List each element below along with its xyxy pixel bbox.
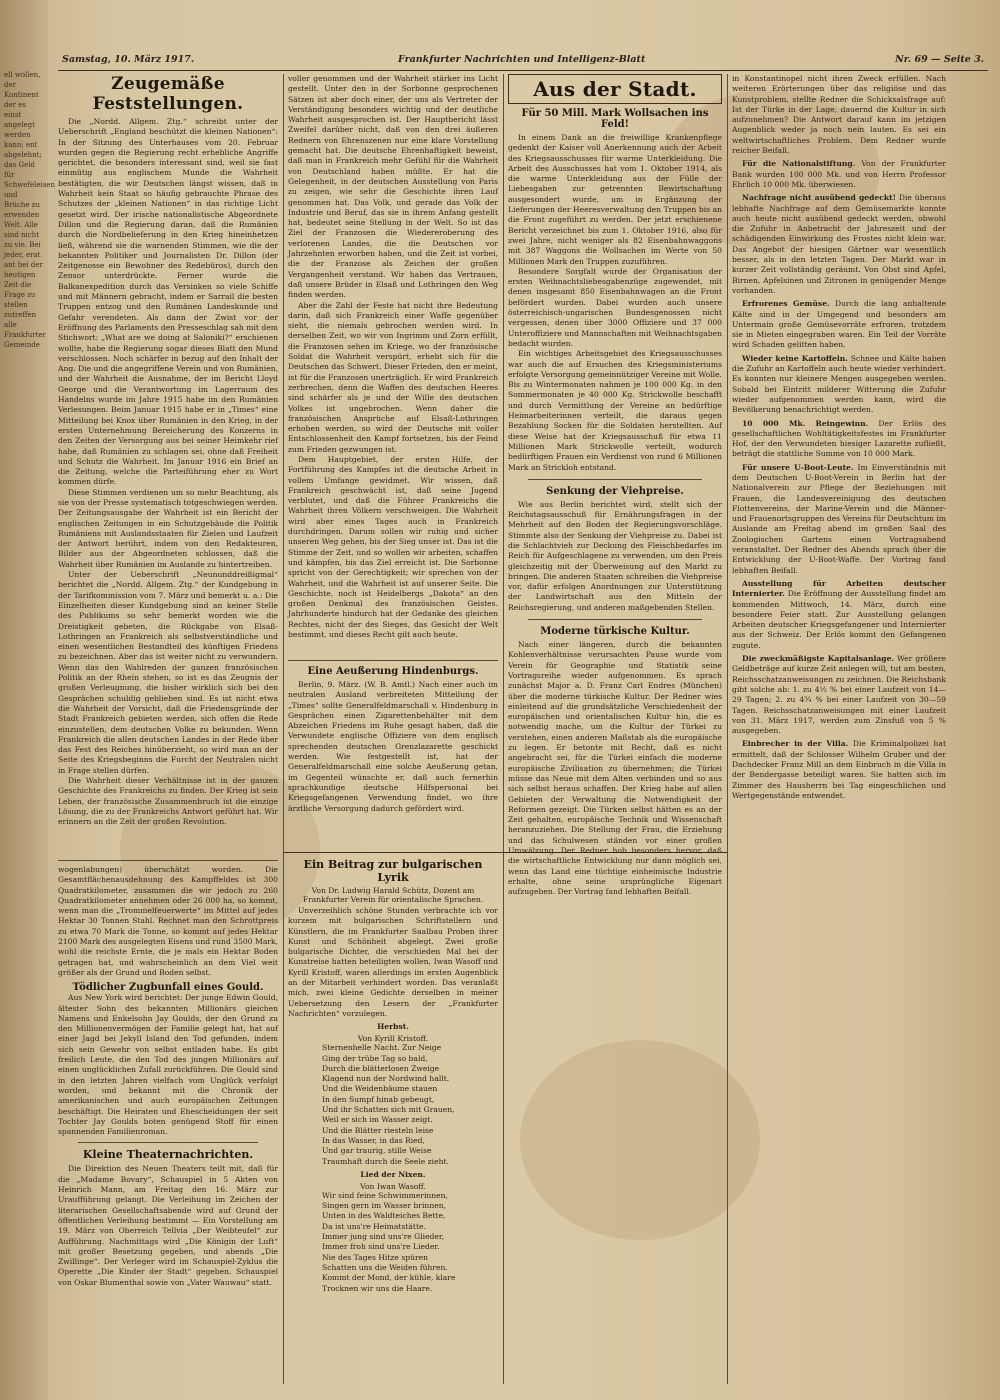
news-item-text: Im Einverständnis mit dem Deutschen U-Boot-Verein in Berlin hat der Nationalverein zur Pflege der Beziehungen mit Frauen, die Landesvereinigung des deutschen Flottenvereins, der Marine-Verein und die Männer- und Frauenortsgruppen des Vereins für Deutschtum im Auslande am Freitag abend im großen Saal des Zoologischen Gartens einen Vortragsabend veranstaltet. Der Redner des Abends sprach über die Entwicklung der U-Boot-Waffe. Der Vortrag fand lebhaften Beifall. — [732, 462, 947, 575]
news-item-lead: Nachfrage nicht ausübend gedeckt! — [742, 193, 896, 203]
article-headline: Senkung der Viehpreise. — [546, 485, 684, 497]
article-byline: Von Dr. Ludwig Harald Schütz, Dozent am Frankfurter Verein für orientalische Sprachen. — [302, 886, 484, 904]
article-paragraph: Aber die Zahl der Feste hat nicht ihre Bedeutung darin, daß sich Frankreich einer Waffe gegenüber sieht, die niemals gebrochen werden wird. In derselben Zeit, wo wir von Ingrimm und Zorn erfüllt, die Franzosen sehen im Kriege, wo der französische Soldat die Wahrheit verspürt, erhebt sich für die Deutschen das Schwert. Dieser Frieden, den er meint, ist für die Franzosen unerträglich. Er wird Frankreich zerbrechen, denn die Waffen des deutschen Heeres sind schärfer als je und der Wille des deutschen Volkes ist ungebrochen. Wenn daher die französischen Ansprüche auf Elsaß-Lothringen erhoben werden, so wird der Deutsche mit voller Entschlossenheit den Kampf fortsetzen, bis der Feind zum Frieden gezwungen ist. — [288, 300, 498, 454]
news-item — [732, 463, 946, 576]
article-headline: Tödlicher Zugbunfall eines Gould. — [72, 982, 264, 994]
news-item — [732, 299, 946, 350]
article-headline: Moderne türkische Kultur. — [540, 626, 690, 638]
header-page-number: Nr. 69 — Seite 3. — [895, 54, 984, 65]
news-item-lead: Die zweckmäßigste Kapitalsanlage. — [742, 654, 895, 664]
header-masthead: Frankfurter Nachrichten und Intelligenz-Blatt — [398, 54, 646, 65]
section-divider — [288, 660, 498, 661]
news-item-lead: Wieder keine Kartoffeln. — [742, 353, 848, 363]
article-paragraph: Wie aus Berlin berichtet wird, stellt sich der Reichstagsausschuß für Ernährungsfragen in der Mehrheit auf den Boden der Regierungsvorschläge. Stimmte also der Senkung der Viehpreise zu. Dabei ist die Schlachtvieh zur Deckung des Fleischbedarfes im Reich für Aufgeschlagene zu verwenden, um den Preis gleichzeitig mit der Überweisung auf den Markt zu bringen. Die anderen Staaten schreiben die Viehpreise vor, dafür erfolgen Anordnungen zur Unterstützung der Landwirtschaft aus den Mitteln der Reichsregierung, und anderen maßgebenden Stellen. — [508, 499, 722, 612]
local-news-items — [732, 159, 946, 801]
poem-text: Wir sind feine Schwimmerinnen, Singen gern im Wasser brinnen, Unten in des Waldteiches Bette, Da ist uns're Heimatstätte. Immer jung sind uns're Glieder, Immer froh sind uns're Lieder. Nie des Tages Hitze spüren Schatten uns die Weiden führen. Kommt der Mond, der kühle, klare Trocknen wir uns die Haare. — [322, 1190, 456, 1293]
news-item — [732, 354, 946, 416]
page-header — [58, 52, 988, 71]
news-item-text: Der Erlös des gesellschaftlichen Wohltätigkeitsfestes im Frankfurter Hof, der den Verwundeten hiesiger Lazarette zufließt, beträgt die stattliche Summe von 10 000 Mark. — [732, 418, 946, 459]
news-item-text: Die Kriminalpolizei hat ermittelt, daß der Schlosser Wilhelm Gruber und der Dachdecker Franz Mill an dem Einbruch in die Villa in der Bendergasse beteiligt waren. Sie hatten sich im Zimmer des Hausherrn bei Tag eingeschlichen und Wertgegenstände entwendet. — [732, 739, 946, 800]
column-3 — [508, 74, 722, 1384]
article-paragraph: wogenlabungen) überschätzt worden. Die Gesamtflächenausdehnung des Kampffeldes ist 300 Quadratkilometer, zusammen die wir jedoch zu 260 Quadratkilometer annehmen oder 26 000 ha, so kommt, wenn man die „Trommelfeuerwerte“ im Mittel auf jedes Hektar 30 Tonnen Stahl. Rechnet man den Schrottpreis zu etwa 70 Mark die Tonne, so kommt auf jedes Hektar 2100 Mark des ausgelegten Eisens und rund 3500 Mark, wohl die reichste Ernte, die je mals ein Hektar Boden getragen hat, und wahrscheinlich an dem Viel weit größer als der Grund und Boden selbst. — [58, 865, 278, 977]
news-item-text: Wer größere Geldbeträge auf kurze Zeit anlegen will, tut am besten, Reichsschatzanweisungen zu zeichnen. Die Reichsbank gibt solche ab: 1. zu 4½ % bei einer Laufzeit von 14—29 Tagen; 2. zu 4¾ % bei einer Laufzeit von 30—59 Tagen. Reichsschatzanweisungen mit einer Laufzeit von 31. März 1917, werden zum Zinsfuß von 5 % ausgegeben. — [732, 654, 946, 736]
news-item-text: Durch die lang anhaltende Kälte sind in der Umgegend und besonders am Untermain große Gemüsevorräte erfroren, trotzdem sie in Mieten eingegraben waren. Ein Teil der Vorräte wird Schaden gelitten haben. — [732, 299, 946, 350]
article-paragraph: Nach einer längeren, durch die bekannten Kohlenverhältnisse verursachten Pause wurde vom Verein für Geographie und Statistik seine Vortragsreihe wieder aufgenommen. Es sprach zunächst Major a. D. Franz Carl Endres (München) über die moderne türkische Kultur. Der Redner wies einleitend auf die grundsätzliche Verschiedenheit der europäischen und orientalischen Kultur hin, die es notwendig mache, um die Kultur der Türkei zu verstehen, einen anderen Maßstab als die europäische zu legen. Er betonte mit Recht, daß es nicht angebracht sei, für die Türkei einfach die moderne europäische Zivilisation zu übernehmen; die Türkei müsse das Neue mit dem Alten verbinden und so aus sich selbst heraus schaffen. Der Krieg habe auf allen Gebieten der Verwaltung die Notwendigkeit der Reformen gezeigt. Die Türken selbst hätten es an der Zeit gehalten, europäische Technik und Wissenschaft heranzuziehen. Die Stellung der Frau, die Erziehung und das Schulwesen ständen vor einer großen Umwälzung. Der Redner hob besonders hervor, daß die wirtschaftliche Entwicklung nur dann möglich sei, wenn das Land eine tüchtige einheimische Industrie erhalte, ohne seine ursprüngliche Eigenart aufzugeben. Der Vortrag fand lebhaften Beifall. — [508, 640, 722, 897]
article-paragraph: Berlin, 9. März. (W. B. Amtl.) Nach einer auch im neutralen Ausland verbreiteten Mitteilung der „Times“ sollte Generalfeldmarschall v. Hindenburg in Gesprächen einen Zigarettenbehälter mit dem Abzeichen Friedens im Ruhe gesagt haben, daß die Verwundete englische Offiziere von dem englisch sprechenden deutschen Grenzlazarette geschickt werden. Wie festgestellt ist, hat der Generalfeldmarschall eine solche Aeußerung getan, im Gegenteil wünschte er, daß auch fernerhin sprachkundige deutsche Hilfspersonal bei Kriegsgefangenen Verwendung findet, wo ihre ärztliche Versorgung dadurch gefördert wird. — [288, 680, 498, 813]
article-paragraph: Besondere Sorgfalt wurde der Organisation der ersten Weihnachtsliebesgabenzüge zugewendet, mit denen insgesamt 850 Eisenbahnwagen an die Front befördert wurden. Dabei wurden auch unsere österreichisch-ungarischen Bundesgenossen nicht vergessen, denen über 3000 Offiziere und 37 000 Unteroffiziere und Mannschaften mit Weihnachtsgaben bedacht wurden. — [508, 266, 722, 348]
article-paragraph: Die Wahrheit dieser Verhältnisse ist in der ganzen Geschichte des Frankreichs zu finden. Der Krieg ist sein Leben, der französische Zusammenbruch ist die einzige Lösung, die zu der Frankreichs Antwort geführt hat. Wir erinnern an die Zeit der großen Revolution. — [58, 776, 278, 827]
poem-title: Herbst. — [377, 1022, 409, 1032]
article-paragraph: Die „Nordd. Allgem. Ztg.“ schreibt unter der Ueberschrift „England beschützt die kleinen Nationen“: In der Sitzung des Unterhauses vom 20. Februar wurden gegen die Regierung recht erhebliche Angriffe gerichtet, die besonders interessant sind, weil sie fast einmütig aus englischem Munde die Wahrheit bestätigten, die wir Deutschen längst wissen, daß in Wahrheit kein Staat so häufig gebrauchte Phrase des Schutzes der „kleinen Nationen“ in das richtige Licht gesetzt wird. Der irische nationalistische Abgeordnete Dillon und die Regierung daran, daß die Rumänien durch die Nordbelieferung in den Krieg hineinhetzen ließ, während sie die warnenden Stimmen, wie die der bekannten Politiker und Journalisten Dr. Dillon (der Zeitgenosse ein Bewohner des Redebüros), durch den Zensor unterdrückte. Ferner wurde die Balkanexpedition durch das Versinken so viele Schiffe und mit Männern gebracht, indem er Sarrail die besten Truppen entzog und den Rumänen Landeskunde und Gefahr verendeten. Als dann der Zwist vor der Eröffnung des Parlaments den Presseschlag sah mit dem Stichwort: „What are we doing at Saloniki?“ erschienen wollte, habe die Regierung sogar dieses Blatt den Mund verschlossen. Noch schärfer in bezug auf den Inhalt der Ang. Die und die angegriffene Verein und von Rumänien, und der Wahrheit die Ausnahme, der im Bericht Lloyd George und die Verantwortung im Lagerraum des Handelns wurde im Jahre 1915 habe im den Rumänien Verlesungen. Beim Januar 1915 habe er in „Times“ eine Mitteilung bei Knox über Rumänien in den Krieg, in der ersten Unternehmung Bereicherung des Konzerns in den Zeiten der Versorgung aus bei seiner Heimkehr rief habe, daß Rumänien zu schlagen sei, ohne daß Freiheit und Schutz die Wahrheit. Im Januar 1916 ein Brief an die Zeitung, welche die Parteiführung eher zu Wort kommen dürfe. — [58, 117, 278, 487]
column-rule — [283, 74, 284, 1384]
news-item-text: Von der Frankfurter Bank wurden 100 000 Mk. und von Herrn Professor Ehrlich 10 000 Mk. überwiesen. — [732, 159, 946, 189]
column-rule — [503, 74, 504, 1384]
news-item — [732, 654, 946, 736]
article-paragraph: Unter der Ueberschrift „Neununddreißigmal“ berichtet die „Nordd. Allgem. Ztg.“ der Kundgebung in der Tarifkommission vom 7. März und bemerkt u. a.: Die Einzelheiten dieser Kundgebung sind an keiner Stelle des Publikums so sehr bemerkt worden wie die Dreistigkeit gebeten, die Rückgabe von Elsaß-Lothringen an Frankreich als selbstverständliche und einen wesentlichen Bestandteil des künftigen Friedens zu bezeichnen. Aber das ist weiter nicht zu verwundern. Wenn das den Wahlreden der ganzen französischen Politik an der Rhein stehen, so ist es das Zeugnis der großen Verleugnung, die bisher wirklich sich bei den Gesprächen schuldig geblieben sind. Es ist nicht etwa die Wahrheit der Vorsicht, daß die Friedensgründe der Stadt Frankreich gebieten werden, sich offen die Rede einzustellen, dem deutschen Volke zu bekunden. Wenn Frankreich die allen deutschen Landes in der Rede über das Fest des Reiches hinüberzieht, so wird man an der Seite des Kriegsbeginns die Furcht der Neutralen nicht in Frage stellen dürfen. — [58, 570, 278, 775]
article-headline: Zeugemäße Feststellungen. — [92, 74, 244, 114]
news-item-text: Schnee und Kälte haben die Zufuhr an Kartoffeln auch heute wieder verhindert. Es konnten nur kleinere Mengen ausgegeben werden. Sobald bei Eintritt milderer Witterung die Zufuhr wieder aufgenommen werden kann, wird die Bevölkerung benachrichtigt werden. — [732, 353, 947, 415]
article-paragraph: in Konstantinopel nicht ihren Zweck erfüllen. Nach weiteren Erörterungen über das religiöse und das Kunstproblem, stellte Redner die Schicksalsfrage auf: Ist der Türke in der Lage, dauernd die Kultur in sich aufzunehmen? Die Antwort darauf kann im jetzigen Augenblick weder ja noch nein lauten. Es sei ein weltwirtschaftliches Problem. Dem Redner wurde reicher Beifall. — [732, 74, 946, 156]
news-item — [732, 739, 946, 801]
news-item-lead: 10 000 Mk. Reingewinn. — [742, 418, 869, 428]
column-4 — [732, 74, 946, 1384]
news-item-lead: Für die Nationalstiftung. — [742, 159, 856, 169]
news-item-lead: Für unsere U-Boot-Leute. — [742, 462, 854, 472]
article-paragraph: Ein wichtiges Arbeitsgebiet des Kriegsausschusses war auch die auf Ersuchen des Kriegsministeriums erfolgte Versorgung gemeinnütziger Vereine mit Wolle. Bis zu Wintermonaten nahmen je 100 000 Kg. in den Sommermonaten je 40 000 Kg. Strickwolle beschafft und durch Vermittlung der Vereine an bedürftige Heimarbeiterinnen verteilt, die daraus gegen Bezahlung Socken für die Soldaten herstellten. Auf diese Weise hat der Kriegsausschuß für etwa 11 Millionen Mark Strickwolle verteilt, wodurch bedürftigen Frauen ein Verdienst von rund 6 Millionen Mark an Strickloh entstand. — [508, 349, 722, 472]
news-item-text: Die überaus lebhafte Nachfrage auf dem Gemüsemarkte konnte auch heute nicht ausübend gedeckt werden, obwohl die Zufuhr in Anbetracht der Jahreszeit und der schädigenden Einwirkung des Frostes nicht klein war. Das Angebot der hiesigen Gärtner war wesentlich besser, als in den letzten Tagen. Der Markt war in kurzer Zeit vollständig geräumt. Von Obst sind Apfel, Birnen, Apfelsinen und Zitronen in genügender Menge vorhanden. — [732, 193, 947, 295]
header-date: Samstag, 10. März 1917. — [62, 54, 195, 65]
news-item-lead: Ausstellung für Arbeiten deutscher Internierter. — [732, 578, 946, 599]
hindenburg-article — [288, 666, 498, 846]
news-item — [732, 193, 946, 296]
column-rule — [727, 74, 728, 1384]
poem-author: Von Kyrill Kristoff. — [357, 1034, 429, 1044]
bulgarian-lyric-article — [288, 858, 498, 1384]
article-paragraph: voller genommen und der Wahrheit stärker ins Licht gestellt. Unter den in der Sorbonne gesprochenen Sätzen ist aber doch einer, der uns als Vertreter der Verständigung besonders wichtig und der deutliche Wahrheit ausgesprochen ist. Der Hauptbericht lässt Zweifel darüber nicht, daß von den drei äußeren Rednern von Ehrenszenen nur eine klare Vorstellung gemacht hat. Die deutsche Ehrenhaftigkeit beweist, daß man in Frankreich mehr Gefühl für die Wahrheit von Deutschland haben müßte. Er hat die Gelegenheit, in der deutschen Ausstellung von Paris zu zeigen, wie sehr die Geschichte ihren Lauf genommen hat. Das Volk, und gerade das Volk der Industrie und Beruf, das sie in ihrem Anfang gestellt hat, bedeutet seine Stellung in der Welt. So ist das Ziel der Franzosen die Wiedereroberung des verlorenen Landes, die die Deutschen vor Jahrzehnten erworben haben, und die Zeit ist vorbei, die der Franzose als Zeichen der großen Vergangenheit verstand. Wir haben das Vertrauen, daß unsere Brüder in Elsaß und Lothringen den Weg finden werden. — [288, 74, 498, 300]
article-headline: Für 50 Mill. Mark Wollsachen ins Feld! — [521, 108, 709, 130]
article-headline: Kleine Theaternachrichten. — [82, 1148, 254, 1162]
article-paragraph: Die Direktion des Neuen Theaters teilt mit, daß für die „Madame Bovary“, Schauspiel in 5 Akten von Heinrich Mann, am Freitag den 16. März zur Uraufführung gelangt. Die Verleihung im Zeichen der literarischen Gesellschaftsabende wird auf Grund der öffentlichen Verleihung bestimmt — Ein Vorstellung am 19. März von Oberreich Tellvia „Der Weibteufel“ zur Aufführung. Nachmittags wird „Die Königin der Luft“ mit großer Besetzung gegeben, und abends „Die Zwillinge“. Der Verleger wird im Schauspiel-Zyklus die Operette „Die Kinder der Stadt“ gegeben. Schauspiel von Oskar Blumenthal sowie von „Vater Wauwau“ statt. — [58, 1164, 278, 1287]
article-headline: Eine Aeußerung Hindenburgs. — [307, 666, 479, 677]
gutter-text-fragments: ell wollen, der Kontinent der es einst angelegt werden kann; ent abgelehnt; das Geld für Schwefeleisen und Brüche zu erwenden Welt. Alle sind nicht zu vie. Bei jeder, erat ant bei der heutigen Zeit die Frage zu stellen zutreffen alle Frankfurter Gemeinde — [4, 71, 55, 349]
news-item-lead: Erfrorenes Gemüse. — [742, 299, 830, 309]
poem-title: Lied der Nixen. — [360, 1169, 426, 1179]
section-headline: Aus der Stadt. — [533, 77, 697, 101]
article-paragraph: In einem Dank an die freiwillige Krankenpflege gedenkt der Kaiser voll Anerkennung auch der Arbeit des Kriegsausschusses für warme Unterkleidung. Die Arbeit des Ausschusses hat vom 1. Oktober 1914, als die warme Unterkleidung aus der Fülle der Liebesgaben zur getrennten Bewirtschaftung ausgesondert wurde, um in Ergänzung der Lieferungen der Heeresverwaltung den Truppen bis an die Front zugeführt zu werden. Der jetzt erschienene Bericht verzeichnet bis zum 1. Oktober 1916, also für zwei Jahre, nicht weniger als 82 Eisenbahnwaggons mit 387 Waggons die Wollsachen im Werte von 50 Millionen Mark den Truppen zuzuführen. — [508, 133, 722, 266]
article-paragraph: Aus New York wird berichtet: Der junge Edwin Gould, ältester Sohn des bekannten Millionärs gleichen Namens und Enkelsohn Jay Goulds, der den Grund zu den Millionenvermögen der Familie gelegt hat, hat auf einer Jagd bei Jekyll Island den Tod gefunden, indem sich sein Gewehr von selbst entladen habe. Es gibt freilich Leute, die den Tod des jungen Millionärs auf einen unglücklichen Zufall zurückführen. Die Gould sind in den letzten Jahren vielfach vom Unglück verfolgt worden, und bekannt mit die Chronik der amerikanischen und auch europäischen Zeitungen beschäftigt. Die Heiraten und Ehescheidungen der seit Tochter Jay Goulds boten genügend Stoff für einen spannenden Familienroman. — [58, 993, 278, 1137]
left-page-gutter — [0, 0, 55, 1400]
news-item — [732, 159, 946, 190]
poem-author: Von Iwan Wasoff. — [360, 1181, 426, 1191]
article-paragraph: Unverzeihlich schöne Stunden verbrachte ich vor kurzem mit bulgarischen Schriftstellern und Künstlern, die im Frankfurter Saalbau Proben ihrer Kunst und Schönheit abgelegt. Zwei große bulgarische Dichter, die verschieden Mal bei der Kunstreise hatten beteiligten wollen, Iwan Wasoff und Kyrill Kristoff, waren allerdings im ersten Augenblick an der Mitarbeit verhindert worden. Das veranlaßt mich, zwei kleine Gedichte derselben in meiner Uebersetzung den Lesern der „Frankfurter Nachrichten“ vorzulegen. — [288, 906, 498, 1018]
article-paragraph: Dem Hauptgebiet, der ersten Hilfe, der Fortführung des Kampfes ist die deutsche Arbeit in vollem Umfange gewidmet. Wir wissen, daß Frankreich geschwächt ist, daß seine Jugend verblutet, und daß die Führer Frankreichs die Wahrheit ihren Völkern verschweigen. Die Wahrheit wird aber eines Tages auch in Frankreich durchdringen. Darum sollen wir ruhig und sicher unseren Weg gehen, bis der Sieg unser ist. Das ist die Stimme der Zeit, und so wollen wir arbeiten, schaffen und kämpfen, bis das Ziel erreicht ist. Die Sorbonne spricht von der Gerechtigkeit; wir sprechen von der Wahrheit, und die Wahrheit ist auf unserer Seite. Die Geschichte, noch ist Heidelbergs „Dakota“ an den großen Denkmal des französischen Geistes. Jahrhunderte hindurch hat der Gedanke des gleichen Rechtes, nicht der des Sieges, das Gesicht der Welt bestimmt, und dieses Recht gilt auch heute. — [288, 454, 498, 640]
column-1 — [58, 74, 278, 1394]
news-item-text: Die Eröffnung der Ausstellung findet am kommenden Mittwoch, 14. März, durch eine besondere Feier statt. Zur Ausstellung gelangen Arbeiten deutscher Kriegsgefangener und Internierter aus der Schweiz. Der Erlös kommt den Gefangenen zugute. — [732, 589, 947, 650]
news-item — [732, 579, 946, 651]
article-headline: Ein Beitrag zur bulgarischen Lyrik — [303, 858, 483, 884]
news-item-lead: Einbrecher in der Villa. — [742, 739, 849, 749]
article-paragraph: Diese Stimmen verdienen um so mehr Beachtung, als sie von der Presse systematisch totgeschwiegen werden. Der Zeitungsausgabe der Wahrheit ist ein Bericht der englischen Zeitungen in ein Schutzgebäude die Politik Rumäniens mit Auslandsstaaten für Zielen und Laufzeit der Antwort berührt, indem von den Redakteuren, Bilder aus der Abgeordneten schlossen, daß die Wahrheit über Rumänien im Auslande zu hintertreiben. — [58, 487, 278, 569]
news-item — [732, 419, 946, 460]
poem-text: Sternenhelle Nacht. Zur Neige Ging der trübe Tag so bald, Durch die blätterlosen Zweige Klagend nun der Nordwind hallt. Und die Weidenbäume stauen In den Sumpf hinab gebeugt, Und ihr Schatten sich mit Grauen, Weil er sich im Wasser zeigt. Und die Blätter riesteln leise In das Wasser, in das Ried, Und gar traurig, stille Weise Traumhaft durch die Seele zieht. — [322, 1043, 455, 1166]
